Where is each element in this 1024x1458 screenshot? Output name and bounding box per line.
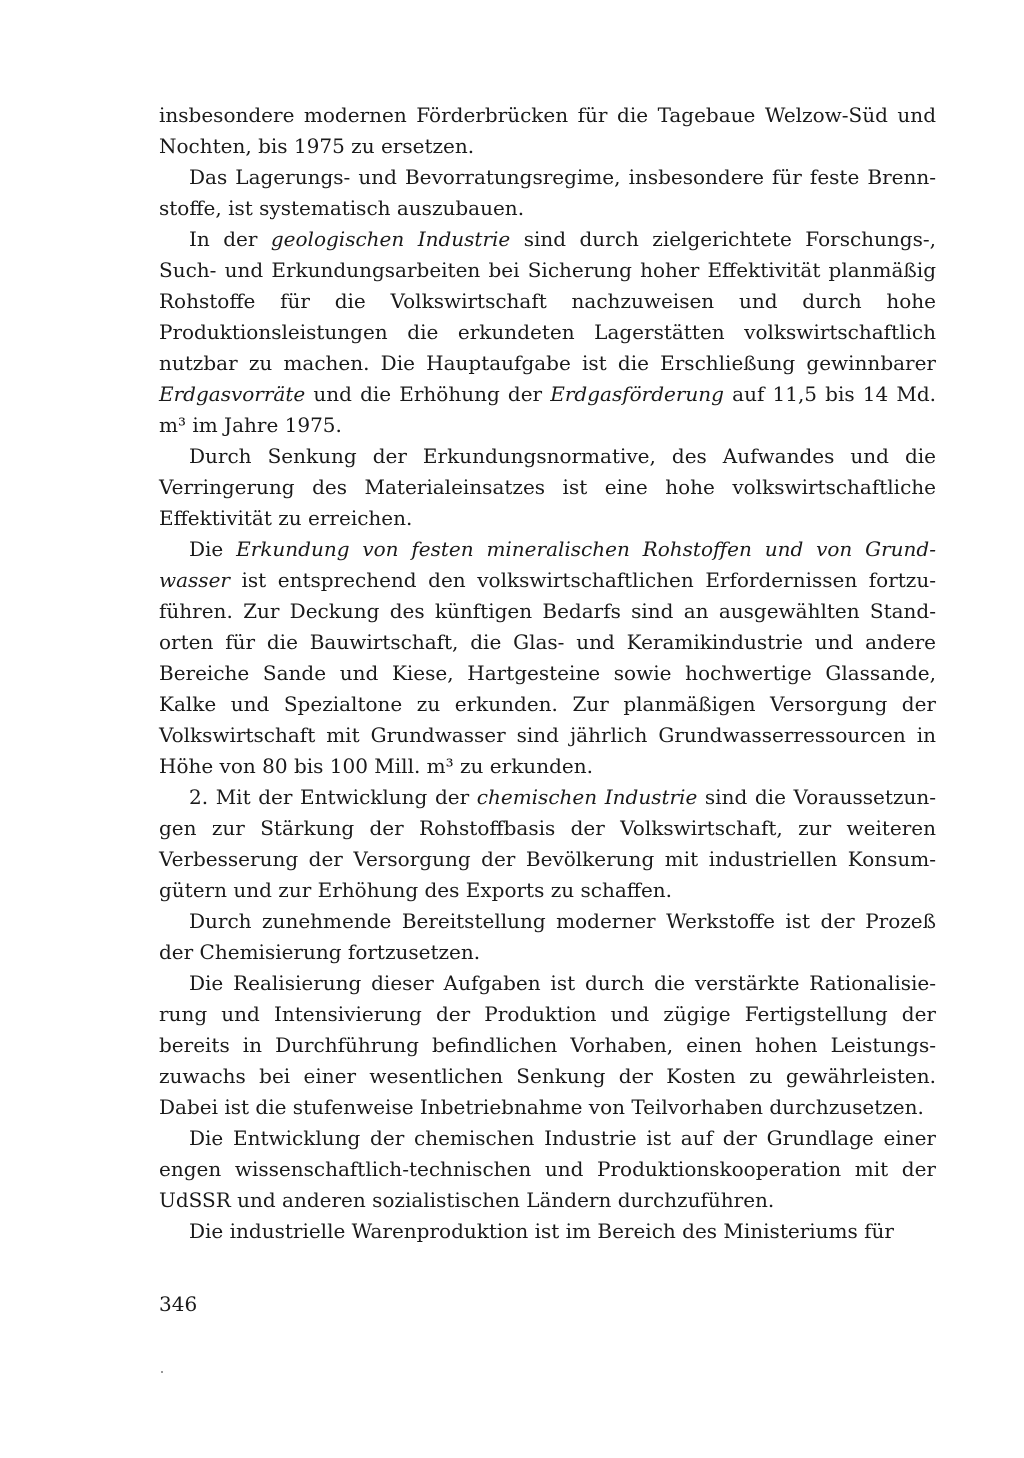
text-run: Die industrielle Warenproduktion ist im Bereich des Ministeriums für — [189, 1219, 894, 1243]
text-run: Durch zunehmende Bereitstellung moderner Werkstoffe ist der Prozeß der Chemisierung fortzusetzen. — [159, 909, 936, 964]
text-run: sind die Voraussetzungen zur Stärkung der Rohstoffbasis der Volkswirtschaft, zur weiteren Verbesserung der Versorgung der Bevölkerung mit industriellen Konsumgütern und zur Erhöhung des Exports zu schaffen. — [159, 785, 936, 902]
page-number: 346 — [159, 1292, 198, 1316]
scan-speck — [161, 1371, 163, 1373]
paragraph — [159, 968, 936, 1123]
text-run: insbesondere modernen Förderbrücken für die Tagebaue Welzow-Süd und Nochten, bis 1975 zu ersetzen. — [159, 103, 936, 158]
paragraph — [159, 224, 936, 441]
text-run: 2. Mit der Entwicklung der — [189, 785, 477, 809]
text-run: In der — [189, 227, 271, 251]
text-run: und die Erhöhung der — [305, 382, 551, 406]
text-run: auf 11,5 bis 14 Md. m³ im Jahre 1975. — [159, 382, 936, 437]
emphasis-text: Erdgasvorräte — [159, 382, 306, 406]
emphasis-text: Erdgasförderung — [550, 382, 724, 406]
paragraph — [159, 534, 936, 782]
text-run: Die Entwicklung der chemischen Industrie ist auf der Grundlage einer engen wissenschaftlich-technischen und Produktionskooperation mit der UdSSR und anderen sozialistischen Ländern durchzuführen. — [159, 1126, 936, 1212]
paragraph — [159, 1216, 936, 1247]
text-run: Das Lagerungs- und Bevorratungsregime, insbesondere für feste Brennstoffe, ist systematisch auszubauen. — [159, 165, 936, 220]
body-text — [159, 100, 936, 1247]
text-run: sind durch zielgerichtete Forschungs-, Such- und Erkundungsarbeiten bei Sicherung hoher Effektivität planmäßig Rohstoffe für die Volkswirtschaft nachzuweisen und durch hohe Produktionsleistungen die erkundeten Lagerstätten volkswirtschaftlich nutzbar zu machen. Die Hauptaufgabe ist die Erschließung gewinnbarer — [159, 227, 936, 375]
paragraph — [159, 1123, 936, 1216]
paragraph — [159, 906, 936, 968]
text-run: Durch Senkung der Erkundungsnormative, des Aufwandes und die Verringerung des Materialeinsatzes ist eine hohe volkswirtschaftliche Effektivität zu erreichen. — [159, 444, 936, 530]
emphasis-text: chemischen Industrie — [476, 785, 698, 809]
text-run: Die — [189, 537, 237, 561]
paragraph — [159, 162, 936, 224]
emphasis-text: geologischen Industrie — [270, 227, 511, 251]
paragraph — [159, 100, 936, 162]
emphasis-text: Erkundung von festen mineralischen Rohstoffen und von Grundwasser — [159, 537, 936, 592]
paragraph — [159, 441, 936, 534]
text-run: Die Realisierung dieser Aufgaben ist durch die verstärkte Rationalisierung und Intensivierung der Produktion und zügige Fertigstellung der bereits in Durchführung befindlichen Vorhaben, einen hohen Leistungszuwachs bei einer wesentlichen Senkung der Kosten zu gewährleisten. Dabei ist die stufenweise Inbetriebnahme von Teilvorhaben durchzusetzen. — [159, 971, 936, 1119]
paragraph — [159, 782, 936, 906]
text-run: ist entsprechend den volkswirtschaftlichen Erfordernissen fortzuführen. Zur Deckung des künftigen Bedarfs sind an ausgewählten Standorten für die Bauwirtschaft, die Glas- und Keramikindustrie und andere Bereiche Sande und Kiese, Hartgesteine sowie hochwertige Glassande, Kalke und Spezialtone zu erkunden. Zur planmäßigen Versorgung der Volkswirtschaft mit Grundwasser sind jährlich Grundwasserressourcen in Höhe von 80 bis 100 Mill. m³ zu erkunden. — [159, 568, 936, 778]
